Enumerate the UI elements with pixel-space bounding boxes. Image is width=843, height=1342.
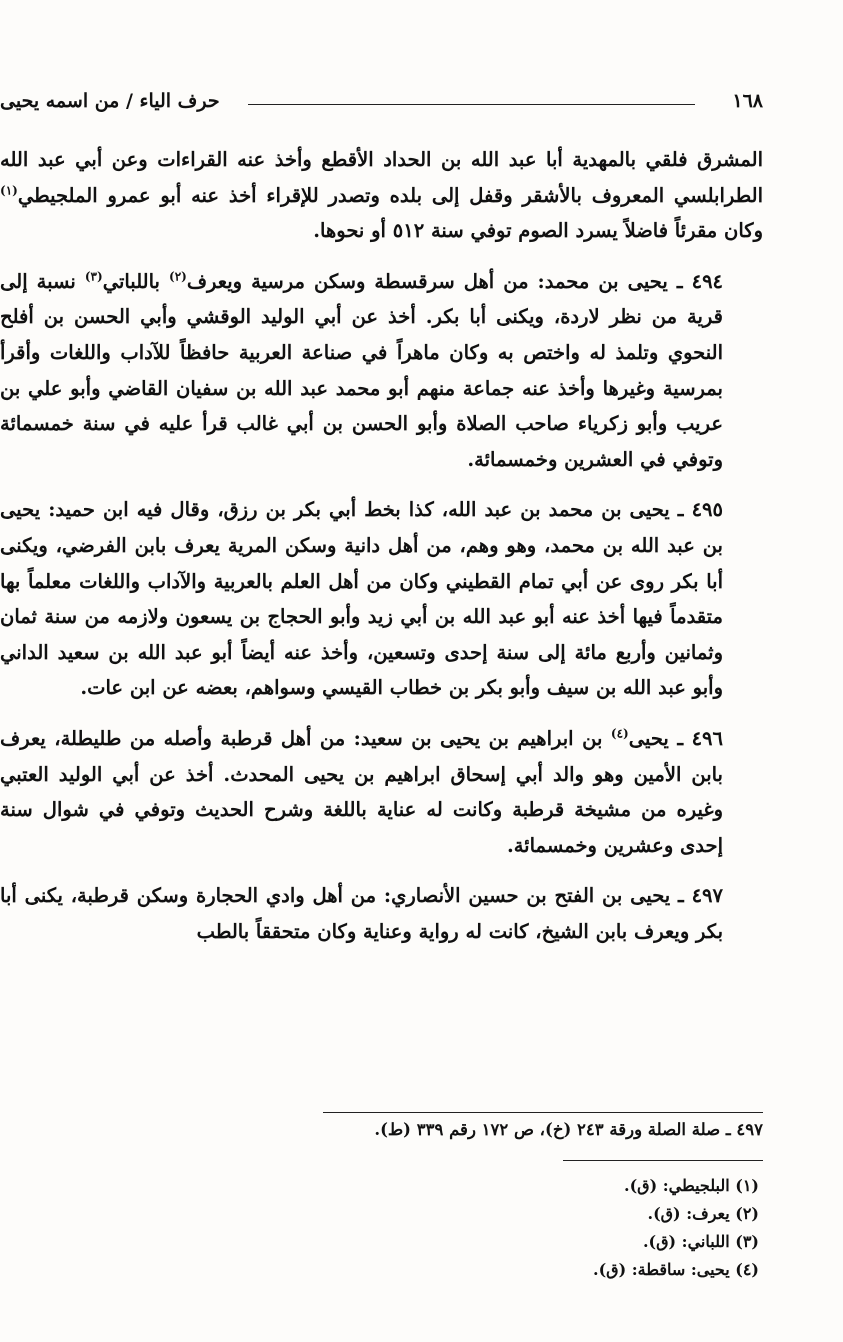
header-title: حرف الياء / من اسمه يحيى xyxy=(0,90,220,112)
paragraph-continuation: المشرق فلقي بالمهدية أبا عبد الله بن الحداد الأقطع وأخذ عنه القراءات وعن أبي عبد الله الطرابلسي المعروف بالأشقر وقفل إلى بلده وتصدر للإقراء أخذ عنه أبو عمرو الملجيطي$^{(١)}$ وكان مقرئاً فاضلاً يسرد الصوم توفي سنة ٥١٢ أو نحوها. xyxy=(0,148,763,243)
footnote-2: (٢) يعرف: (ق). xyxy=(647,1204,759,1223)
footnote-4: (٤) يحيى: ساقطة: (ق). xyxy=(593,1260,759,1279)
entry-497: ٤٩٧ ـ يحيى بن الفتح بن حسين الأنصاري: من أهل وادي الحجارة وسكن قرطبة، يكنى أبا بكر ويعرف بابن الشيخ، كانت له رواية وعناية وكان متحققاً بالطب xyxy=(0,884,723,943)
footnote-1: (١) البلجيطي: (ق). xyxy=(624,1176,759,1195)
entry-496: ٤٩٦ ـ يحيى$^{(٤)}$ بن ابراهيم بن يحيى بن سعيد: من أهل قرطبة وأصله من طليطلة، يعرف بابن الأمين وهو والد أبي إسحاق ابراهيم بن يحيى المحدث. أخذ عن أبي الوليد العتبي وغيره من مشيخة قرطبة وكانت له عناية باللغة وشرح الحديث وتوفي في شوال سنة إحدى وعشرين وخمسمائة. xyxy=(0,726,723,857)
page-number: ١٦٨ xyxy=(732,90,763,112)
running-header xyxy=(0,88,763,118)
source-rule xyxy=(323,1112,763,1113)
footnote-rule xyxy=(563,1160,763,1161)
main-text xyxy=(0,142,763,949)
entry-495: ٤٩٥ ـ يحيى بن محمد بن عبد الله، كذا بخط أبي بكر بن رزق، وقال فيه ابن حميد: يحيى بن عبد الله بن محمد، وهو وهم، من أهل دانية وسكن المرية يعرف بابن الفرضي، ويكنى أبا بكر روى عن أبي تمام القطيني وكان من أهل العلم بالعربية والآداب واللغات معلماً بها متقدماً فيها أخذ عنه أبو عبد الله بن أبي زيد وأبو الحجاج بن يسعون ولازمه من سنة ثمان وثمانين وأربع مائة إلى سنة إحدى وتسعين، وأخذ عنه أيضاً أبو عبد الله بن سعيد الداني وأبو عبد الله بن سيف وأبو بكر بن خطاب القيسي وسواهم، بعضه عن ابن عات. xyxy=(0,498,723,700)
footnote-ref-3: (٣) xyxy=(84,269,103,284)
header-rule xyxy=(248,104,695,105)
footnote-3: (٣) اللباني: (ق). xyxy=(642,1232,759,1251)
source-note: ٤٩٧ ـ صلة الصلة ورقة ٢٤٣ (خ)، ص ١٧٢ رقم ٣٣٩ (ط). xyxy=(374,1120,763,1139)
footnotes xyxy=(0,1172,763,1284)
footnote-ref-4: (٤) xyxy=(610,726,629,741)
entry-494: ٤٩٤ ـ يحيى بن محمد: من أهل سرقسطة وسكن مرسية ويعرف$^{(٢)}$ باللباتي$^{(٣)}$ نسبة إلى قرية من نظر لاردة، ويكنى أبا بكر. أخذ عن أبي الوليد الوقشي وأبي الحسن بن أفلح النحوي وتلمذ له واختص به وكان ماهراً في صناعة العربية حافظاً للآداب واللغات وأقرأ بمرسية وغيرها وأخذ عنه جماعة منهم أبو محمد عبد الله بن سفيان القاضي وأبو علي بن عريب وأبو زكرياء صاحب الصلاة وأبو الحسن بن أبي غالب قرأ عليه في سنة خمسمائة وتوفي في العشرين وخمسمائة. xyxy=(0,269,724,471)
footnote-ref-1: (١) xyxy=(0,183,18,198)
footnote-ref-2: (٢) xyxy=(169,269,187,284)
